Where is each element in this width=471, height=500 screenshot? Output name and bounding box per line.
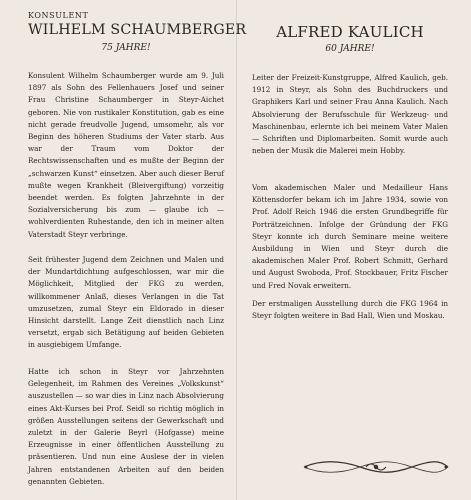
person-name-heading: WILHELM SCHAUMBERGER <box>28 22 247 38</box>
biography-paragraph: Der erstmaligen Ausstellung durch die FKG 1964 in Steyr folgten weitere in Bad Hall, Wien und Moskau. <box>252 299 448 321</box>
biography-paragraph: Vom akademischen Maler und Medailleur Hans Köttensdorfer bekam ich im Jahre 1934, sowie von Prof. Adolf Reich 1946 die ersten Grundbegriffe für Porträtzeichnen. Infolge der Gründung der FKG Steyr konnte ich durch Seminare meine weitere Ausbildung in Wien und Steyr durch die akademischen Maler Prof. Robert Schmitt, Gerhard und August Swoboda, Prof. Stockbauer, Fritz Fischer und Fred Novak erweitern. <box>252 183 448 290</box>
age-subheading: 60 JAHRE! <box>325 44 375 54</box>
person-name-heading: ALFRED KAULICH <box>276 23 424 41</box>
biography-paragraph: Seit frühester Jugend dem Zeichnen und Malen und der Mundartdichtung aufgeschlossen, war mir die Möglichkeit, Mitglied der FKG zu werden, willkommener Anlaß, dieses Verlangen in die Tat umzusetzen, zumal Steyr ein Eldorado in dieser Hinsicht darstellt. Lange Zeit dienstlich nach Linz versetzt, ergab sich Betätigung auf beiden Gebieten in ausgiebigem Umfange. <box>28 255 224 350</box>
biography-paragraph: Konsulent Wilhelm Schaumberger wurde am 9. Juli 1897 als Sohn des Fellenhauers Josef und seiner Frau Christine Schaumberger in Steyr-Aichet geboren. Nie von rustikaler Konstitution, gab es eine nicht gerade freudvolle Jugend, umsomehr, als vor Beginn des höheren Studiums der Vater starb. Aus war der Traum vom Doktor der Rechtswissenschaften und es mußte der Beginn der „schwarzen Kunst“ einsetzen. Aber auch dieser Beruf mußte wegen Krankheit (Bleivergiftung) vorzeitig beendet werden. Es folgten Jahrzehnte in der Sozialversicherung bis zum — glaube ich — wohlverdienten Ruhestande, den ich in meiner alten Vaterstadt Steyr verbringe. <box>28 71 224 239</box>
role-label: KONSULENT <box>28 11 89 20</box>
age-subheading: 75 JAHRE! <box>101 43 151 53</box>
biography-paragraph: Hatte ich schon in Steyr vor Jahrzehnten Gelegenheit, im Rahmen des Vereines „Volkskunst“ auszustellen — so war dies in Linz nach Absolvierung eines Akt-Kurses bei Prof. Seidl so richtig möglich in größen Ausstellungen seitens der Gewerkschaft und zuletzt in der Galerie Beyrl (Hofgasse) meine Erzeugnisse in einer öffentlichen Ausstellung zu präsentieren. Und nun eine Auslese der in vielen Jahren entstandenen Arbeiten auf den beiden genannten Gebieten. <box>28 367 224 486</box>
center-fold <box>236 0 237 500</box>
biography-paragraph: Leiter der Freizeit-Kunstgruppe, Alfred Kaulich, geb. 1912 in Steyr, als Sohn des Buchdruckers und Graphikers Karl und seiner Frau Anna Kaulich. Nach Absolvierung der Berufsschule für Werkzeug- und Maschinenbau, erlernte ich bei meinem Vater Malen — Schriften und Diplomarbeiten. Somit wurde auch neben der Musik die Malerei mein Hobby. <box>252 73 448 156</box>
flourish-ornament <box>300 458 452 476</box>
